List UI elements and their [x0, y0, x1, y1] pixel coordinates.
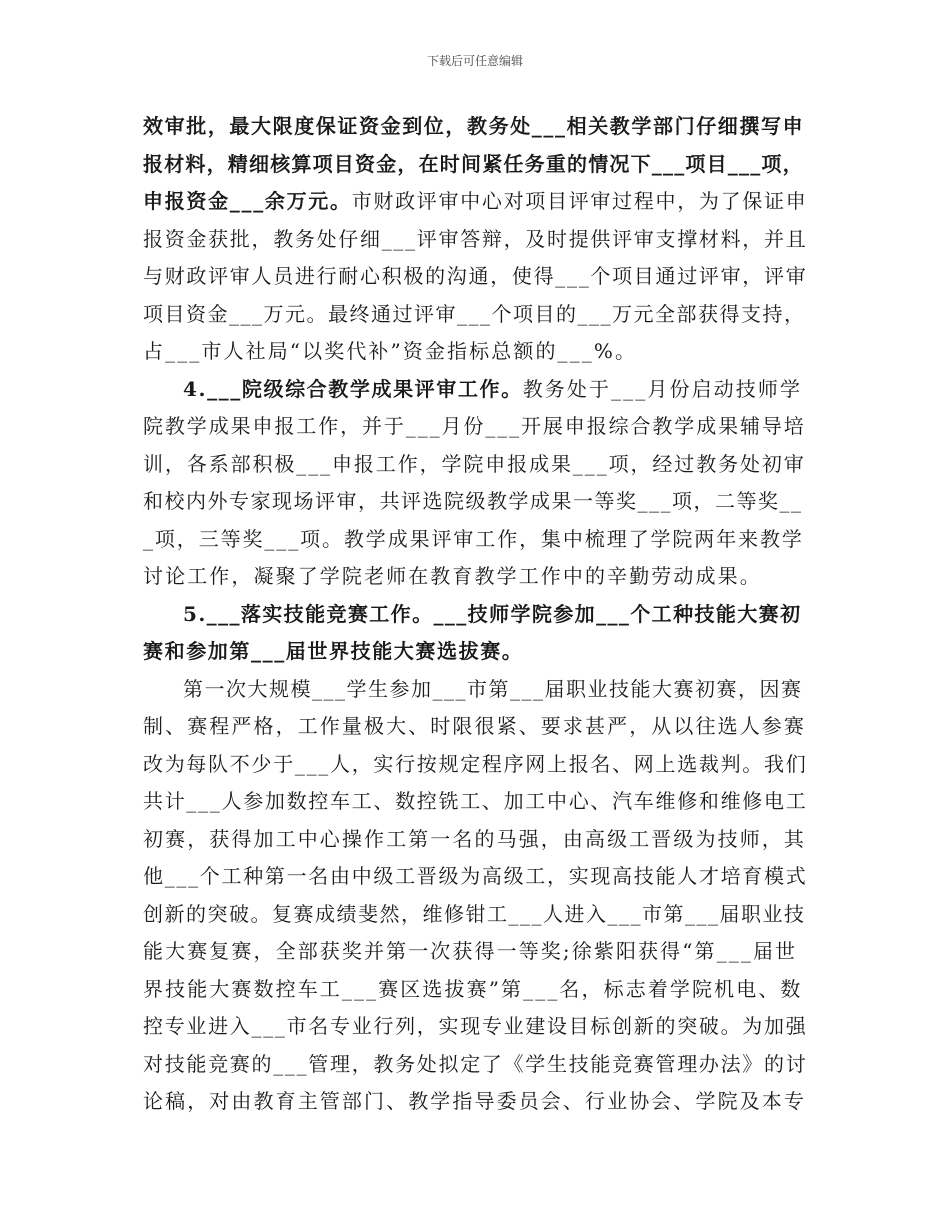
- text-line: 初赛，获得加工中心操作工第一名的马强，由高级工晋级为技师，其: [143, 826, 806, 851]
- text-line: 讨论工作，凝聚了学院老师在教育教学工作中的辛勤劳动成果。: [143, 564, 762, 588]
- text-line: 第一次大规模___学生参加___市第___届职业技能大赛初赛，因赛: [183, 676, 803, 701]
- text-line: 创新的突破。复赛成绩斐然，维修钳工___人进入___市第___届职业技: [143, 901, 806, 926]
- text-line: 论稿，对由教育主管部门、教学指导委员会、行业协会、学院及本专: [143, 1089, 806, 1113]
- text-line: [143, 371, 807, 409]
- text-line: _项，三等奖___项。教学成果评审工作，集中梳理了学院两年来教学: [143, 526, 804, 551]
- text-line: 训，各系部积极___申报工作，学院申报成果___项，经过教务处初审: [143, 451, 806, 476]
- text-line: 效审批，最大限度保证资金到位，教务处___相关教学部门仔细撰写申: [143, 114, 805, 138]
- text-line: [143, 183, 807, 221]
- page-header: 下载后可任意编辑: [426, 54, 523, 68]
- text-line: 他___个工种第一名由中级工晋级为高级工，实现高技能人才培育模式: [143, 864, 808, 888]
- text-line: 赛和参加第___届世界技能大赛选拔赛。: [143, 639, 524, 663]
- text-line: 报资金获批，教务处仔细___评审答辩，及时提供评审支撑材料，并且: [143, 226, 808, 251]
- text-line: 改为每队不少于___人，实行按规定程序网上报名、网上选裁判。我们: [143, 751, 808, 776]
- text-line: 项目资金___万元。最终通过评审___个项目的___万元全部获得支持，: [143, 301, 806, 326]
- text-line: 共计___人参加数控车工、数控铣工、加工中心、汽车维修和维修电工: [143, 789, 808, 813]
- text-line: 对技能竞赛的___管理，教务处拟定了《学生技能竞赛管理办法》的讨: [143, 1051, 808, 1076]
- text-line: 报材料，精细核算项目资金，在时间紧任务重的情况下___项目___项，: [143, 151, 804, 176]
- text-line: 制、赛程严格，工作量极大、时限很紧、要求甚严，从以往选人参赛: [143, 714, 806, 738]
- text-line: 界技能大赛数控车工___赛区选拔赛”第___名，标志着学院机电、数: [143, 976, 803, 1001]
- text-line: 占___市人社局“以奖代补”资金指标总额的___%。: [143, 339, 638, 363]
- text-line: 院教学成果申报工作，并于___月份___开展申报综合教学成果辅导培: [143, 414, 806, 438]
- text-line: 能大赛复赛，全部获奖并第一次获得一等奖;徐紫阳获得“第___届世: [143, 939, 798, 963]
- body-text: 教务处于___月份启动技师学: [522, 376, 803, 401]
- body-text: 市财政评审中心对项目评审过程中，为了保证申: [351, 189, 808, 213]
- bold-heading-text: 申报资金___余万元。: [143, 189, 352, 213]
- text-line: 和校内外专家现场评审，共评选院级教学成果一等奖___项，二等奖__: [143, 489, 803, 513]
- bold-heading-text: 4.___院级综合教学成果评审工作。: [183, 376, 523, 401]
- text-line: 5.___落实技能竞赛工作。___技师学院参加___个工种技能大赛初: [183, 601, 802, 626]
- document-body: [143, 108, 807, 1121]
- text-line: 控专业进入___市名专业行列，实现专业建设目标创新的突破。为加强: [143, 1014, 808, 1038]
- text-line: 与财政评审人员进行耐心积极的沟通，使得___个项目通过评审，评审: [143, 264, 808, 288]
